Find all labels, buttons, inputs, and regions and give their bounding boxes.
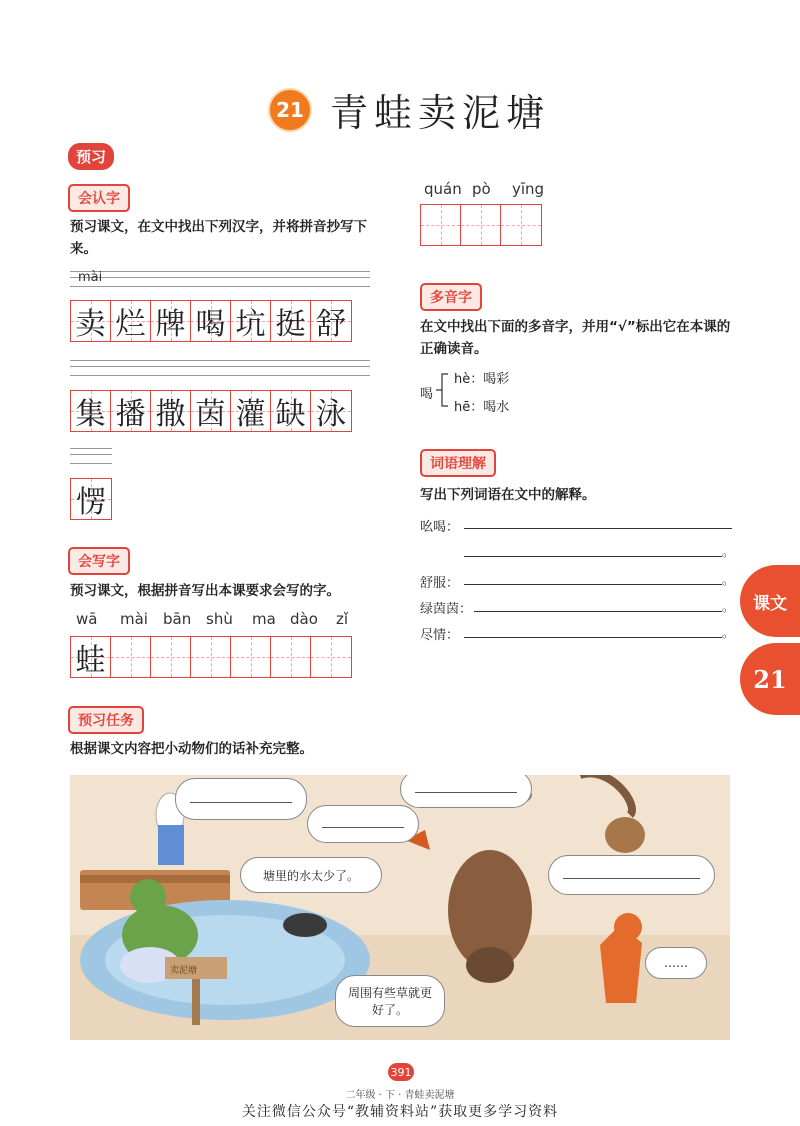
char-cell: [271, 637, 311, 677]
answer-line[interactable]: [464, 528, 732, 529]
char-cell: 茵: [191, 391, 231, 431]
char-cell: [151, 637, 191, 677]
char-cell: 卖: [71, 301, 111, 341]
pinyin-label: bān: [163, 610, 192, 628]
speech-bubble-fox: ……: [645, 947, 707, 979]
recognize-grid-row1: [70, 300, 352, 342]
speech-bubble-center[interactable]: [400, 775, 532, 808]
pinyin-label: ma: [252, 610, 276, 628]
answer-line[interactable]: [464, 637, 722, 638]
char-cell: 牌: [151, 301, 191, 341]
pinyin-label: wā: [76, 610, 98, 628]
char-cell: [501, 205, 541, 245]
pinyin-label: pò: [472, 180, 491, 198]
story-illustration: [70, 775, 730, 1040]
footer-watermark: 关注微信公众号“教辅资料站”获取更多学习资料: [241, 1104, 559, 1120]
vocab-tag: 词语理解: [420, 449, 496, 477]
polyphone-option: hē：喝水: [454, 400, 510, 415]
char-cell: 喝: [191, 301, 231, 341]
char-cell: 播: [111, 391, 151, 431]
char-cell: 灌: [231, 391, 271, 431]
recognize-instruction: 预习课文，在文中找出下列汉字，并将拼音抄写下来。: [70, 219, 367, 257]
pinyin-writing-line: [70, 360, 370, 376]
vocab-term: 舒服：: [420, 576, 460, 591]
pinyin-label: quán: [424, 180, 462, 198]
brace-icon: [436, 370, 450, 410]
preview-badge: 预习: [68, 143, 114, 170]
char-cell: [231, 637, 271, 677]
pinyin-label: zǐ: [336, 610, 349, 628]
pinyin-label: shù: [206, 610, 233, 628]
char-cell: 舒: [311, 301, 351, 341]
lesson-number-badge: 21: [268, 88, 312, 132]
write-grid-continued: [420, 204, 542, 246]
char-cell: 泳: [311, 391, 351, 431]
page-number: 391: [388, 1063, 414, 1081]
answer-line[interactable]: [464, 584, 722, 585]
answer-line[interactable]: [464, 556, 722, 557]
recognize-grid-row3: [70, 478, 112, 520]
polyphone-tag: 多音字: [420, 283, 482, 311]
pinyin-writing-line: [70, 271, 370, 287]
vocab-instruction: 写出下列词语在文中的解释。: [420, 487, 596, 503]
char-cell: 挺: [271, 301, 311, 341]
page-title: 青蛙卖泥塘: [330, 91, 551, 135]
pinyin-label: mài: [120, 610, 148, 628]
answer-line[interactable]: [474, 611, 722, 612]
recognize-grid-row2: [70, 390, 352, 432]
example-pinyin: mài: [78, 270, 103, 285]
lesson-header: [268, 82, 550, 137]
period-mark: 。: [722, 626, 735, 640]
vocab-term: 尽情：: [420, 628, 460, 643]
speech-bubble-bird[interactable]: [307, 805, 419, 843]
char-cell: 蛙: [71, 637, 111, 677]
char-cell: 撒: [151, 391, 191, 431]
char-cell: 烂: [111, 301, 151, 341]
vocab-term: 绿茵茵：: [420, 602, 473, 617]
period-mark: 。: [722, 545, 735, 559]
write-tag: 会写字: [68, 547, 130, 575]
char-cell: [311, 637, 351, 677]
side-tab-label: 课文: [740, 565, 800, 637]
write-grid: [70, 636, 352, 678]
char-cell: [421, 205, 461, 245]
side-tab-number: 21: [740, 643, 800, 715]
write-instruction: 预习课文，根据拼音写出本课要求会写的字。: [70, 583, 340, 599]
char-cell: 缺: [271, 391, 311, 431]
vocab-term: 吆喝：: [420, 520, 460, 535]
speech-bubble-pond: 塘里的水太少了。: [240, 857, 382, 893]
polyphone-instruction: 在文中找出下面的多音字，并用“√”标出它在本课的正确读音。: [420, 319, 731, 357]
recognize-tag: 会认字: [68, 184, 130, 212]
char-cell: 集: [71, 391, 111, 431]
char-cell: [461, 205, 501, 245]
polyphone-char: 喝: [420, 387, 434, 402]
speech-bubble-grass: 周围有些草就更好了。: [335, 975, 445, 1027]
char-cell: [111, 637, 151, 677]
pinyin-label: dào: [290, 610, 318, 628]
char-cell: [191, 637, 231, 677]
task-instruction: 根据课文内容把小动物们的话补充完整。: [70, 741, 313, 757]
speech-bubble-monkey[interactable]: [548, 855, 715, 895]
task-tag: 预习任务: [68, 706, 144, 734]
period-mark: 。: [722, 600, 735, 614]
polyphone-option: hè：喝彩: [454, 372, 510, 387]
pond-sign-text: 卖泥塘: [170, 966, 198, 976]
speech-bubble-rabbit[interactable]: [175, 778, 307, 820]
period-mark: 。: [722, 573, 735, 587]
footer-caption: 二年级 · 下 · 青蛙卖泥塘: [345, 1090, 455, 1101]
char-cell: 坑: [231, 301, 271, 341]
pinyin-writing-line: [70, 448, 112, 464]
pinyin-label: yīng: [512, 180, 545, 198]
char-cell: 愣: [71, 479, 111, 519]
